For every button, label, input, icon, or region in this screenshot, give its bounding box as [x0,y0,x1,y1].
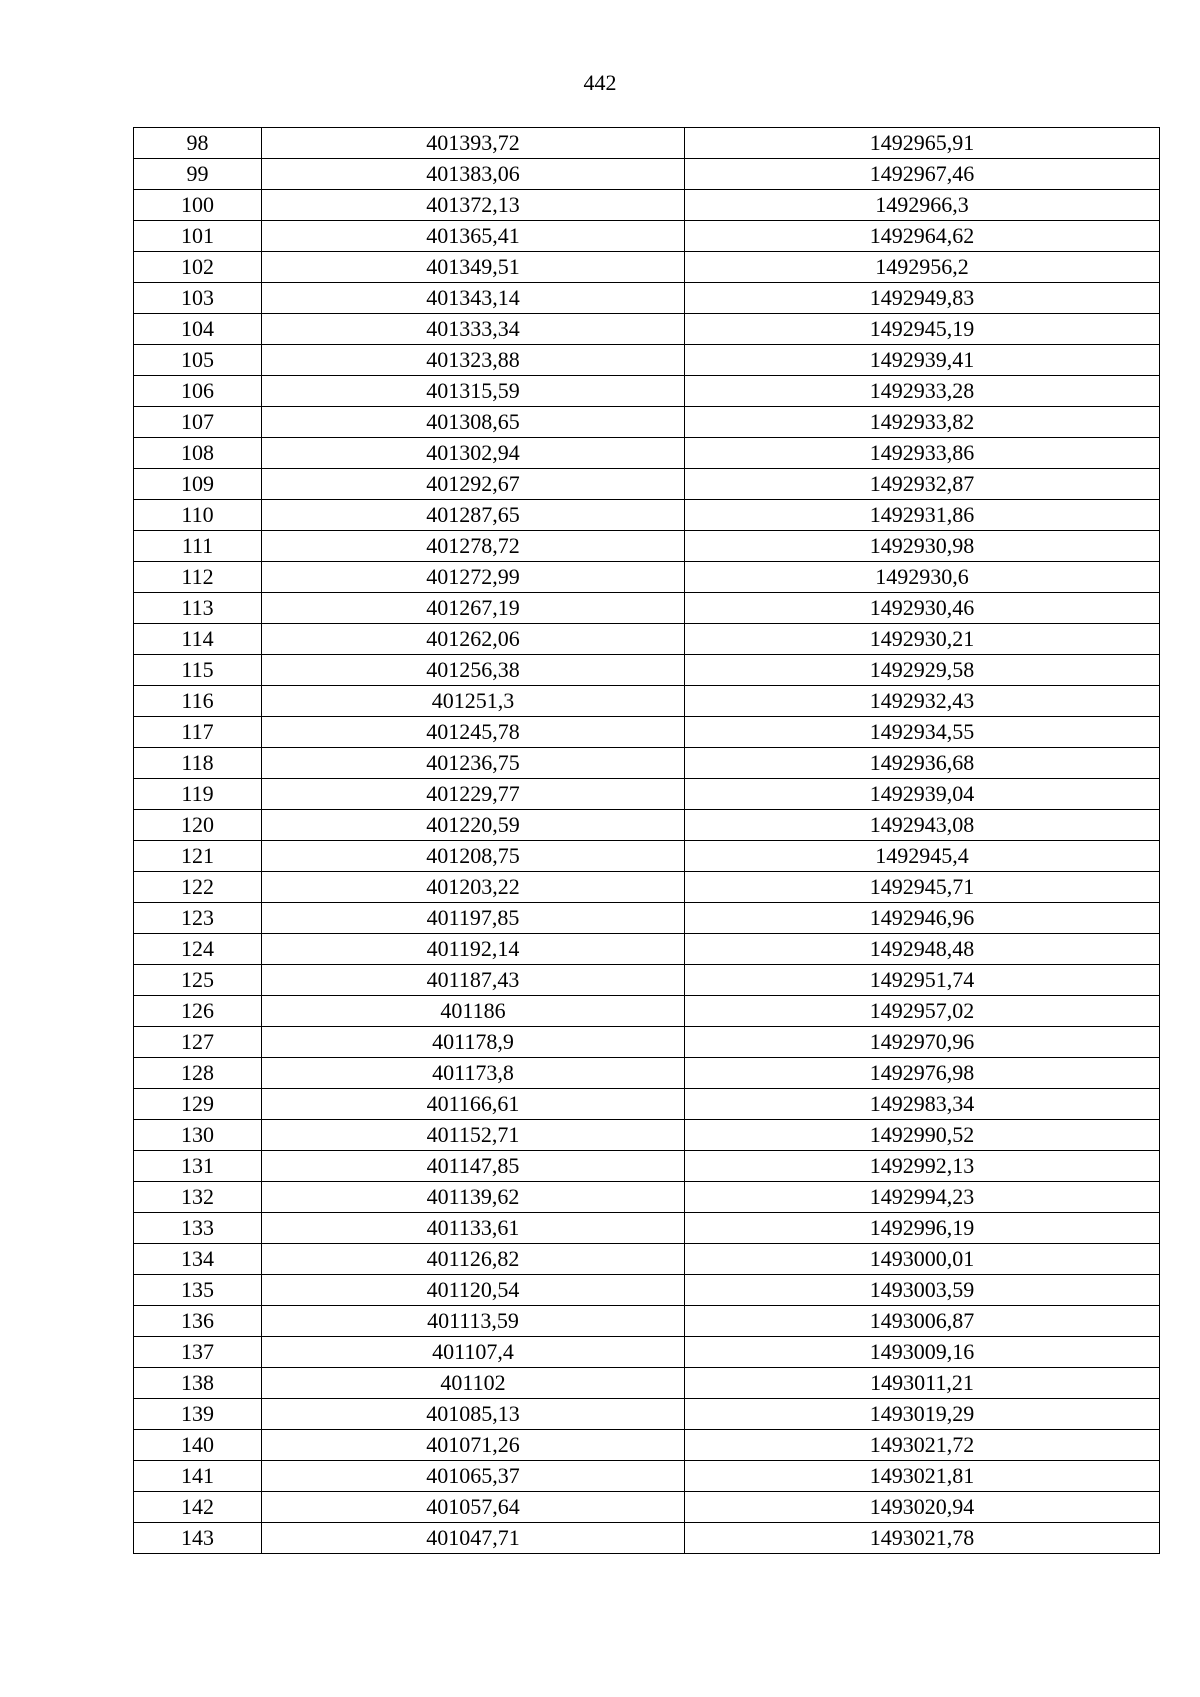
x-coordinate-cell: 401292,67 [262,469,685,500]
table-row [134,1244,1160,1275]
y-coordinate-cell: 1492932,87 [685,469,1160,500]
coordinates-table [133,127,1160,1554]
x-coordinate-cell: 401287,65 [262,500,685,531]
x-coordinate-cell: 401315,59 [262,376,685,407]
point-number-cell: 126 [134,996,262,1027]
y-coordinate-cell: 1493019,29 [685,1399,1160,1430]
y-coordinate-cell: 1493021,81 [685,1461,1160,1492]
y-coordinate-cell: 1492996,19 [685,1213,1160,1244]
table-row [134,128,1160,159]
point-number-cell: 119 [134,779,262,810]
x-coordinate-cell: 401139,62 [262,1182,685,1213]
y-coordinate-cell: 1493009,16 [685,1337,1160,1368]
point-number-cell: 122 [134,872,262,903]
y-coordinate-cell: 1492976,98 [685,1058,1160,1089]
y-coordinate-cell: 1492964,62 [685,221,1160,252]
table-row [134,438,1160,469]
point-number-cell: 128 [134,1058,262,1089]
x-coordinate-cell: 401166,61 [262,1089,685,1120]
table-row [134,1151,1160,1182]
y-coordinate-cell: 1492934,55 [685,717,1160,748]
y-coordinate-cell: 1492990,52 [685,1120,1160,1151]
point-number-cell: 131 [134,1151,262,1182]
y-coordinate-cell: 1492992,13 [685,1151,1160,1182]
y-coordinate-cell: 1492946,96 [685,903,1160,934]
point-number-cell: 120 [134,810,262,841]
y-coordinate-cell: 1492957,02 [685,996,1160,1027]
table-row [134,686,1160,717]
x-coordinate-cell: 401220,59 [262,810,685,841]
point-number-cell: 109 [134,469,262,500]
x-coordinate-cell: 401187,43 [262,965,685,996]
table-row [134,376,1160,407]
table-row [134,1368,1160,1399]
y-coordinate-cell: 1493000,01 [685,1244,1160,1275]
table-row [134,872,1160,903]
y-coordinate-cell: 1492933,82 [685,407,1160,438]
y-coordinate-cell: 1492936,68 [685,748,1160,779]
x-coordinate-cell: 401208,75 [262,841,685,872]
table-row [134,996,1160,1027]
x-coordinate-cell: 401113,59 [262,1306,685,1337]
table-row [134,965,1160,996]
point-number-cell: 135 [134,1275,262,1306]
y-coordinate-cell: 1492943,08 [685,810,1160,841]
table-row [134,1492,1160,1523]
table-row [134,1120,1160,1151]
y-coordinate-cell: 1493006,87 [685,1306,1160,1337]
table-row [134,221,1160,252]
table-row [134,1027,1160,1058]
x-coordinate-cell: 401308,65 [262,407,685,438]
table-row [134,1089,1160,1120]
point-number-cell: 136 [134,1306,262,1337]
point-number-cell: 104 [134,314,262,345]
point-number-cell: 113 [134,593,262,624]
point-number-cell: 105 [134,345,262,376]
y-coordinate-cell: 1492945,71 [685,872,1160,903]
table-row [134,624,1160,655]
point-number-cell: 101 [134,221,262,252]
point-number-cell: 141 [134,1461,262,1492]
y-coordinate-cell: 1493021,78 [685,1523,1160,1554]
point-number-cell: 98 [134,128,262,159]
y-coordinate-cell: 1492983,34 [685,1089,1160,1120]
x-coordinate-cell: 401047,71 [262,1523,685,1554]
x-coordinate-cell: 401173,8 [262,1058,685,1089]
x-coordinate-cell: 401126,82 [262,1244,685,1275]
x-coordinate-cell: 401178,9 [262,1027,685,1058]
table-row [134,314,1160,345]
y-coordinate-cell: 1492929,58 [685,655,1160,686]
x-coordinate-cell: 401203,22 [262,872,685,903]
table-row [134,159,1160,190]
point-number-cell: 134 [134,1244,262,1275]
x-coordinate-cell: 401107,4 [262,1337,685,1368]
point-number-cell: 121 [134,841,262,872]
table-row [134,1399,1160,1430]
table-row [134,531,1160,562]
y-coordinate-cell: 1492970,96 [685,1027,1160,1058]
x-coordinate-cell: 401152,71 [262,1120,685,1151]
x-coordinate-cell: 401262,06 [262,624,685,655]
table-row [134,934,1160,965]
table-row [134,283,1160,314]
point-number-cell: 100 [134,190,262,221]
y-coordinate-cell: 1492939,04 [685,779,1160,810]
x-coordinate-cell: 401147,85 [262,1151,685,1182]
x-coordinate-cell: 401186 [262,996,685,1027]
point-number-cell: 117 [134,717,262,748]
x-coordinate-cell: 401365,41 [262,221,685,252]
point-number-cell: 116 [134,686,262,717]
y-coordinate-cell: 1492994,23 [685,1182,1160,1213]
table-row [134,469,1160,500]
point-number-cell: 110 [134,500,262,531]
x-coordinate-cell: 401057,64 [262,1492,685,1523]
point-number-cell: 124 [134,934,262,965]
x-coordinate-cell: 401323,88 [262,345,685,376]
point-number-cell: 143 [134,1523,262,1554]
y-coordinate-cell: 1493020,94 [685,1492,1160,1523]
x-coordinate-cell: 401272,99 [262,562,685,593]
y-coordinate-cell: 1492945,4 [685,841,1160,872]
x-coordinate-cell: 401383,06 [262,159,685,190]
point-number-cell: 140 [134,1430,262,1461]
point-number-cell: 106 [134,376,262,407]
table-row [134,1337,1160,1368]
table-row [134,810,1160,841]
x-coordinate-cell: 401192,14 [262,934,685,965]
x-coordinate-cell: 401245,78 [262,717,685,748]
table-row [134,717,1160,748]
y-coordinate-cell: 1493003,59 [685,1275,1160,1306]
x-coordinate-cell: 401102 [262,1368,685,1399]
x-coordinate-cell: 401343,14 [262,283,685,314]
y-coordinate-cell: 1492966,3 [685,190,1160,221]
table-row [134,1182,1160,1213]
y-coordinate-cell: 1492945,19 [685,314,1160,345]
table-row [134,779,1160,810]
point-number-cell: 99 [134,159,262,190]
point-number-cell: 138 [134,1368,262,1399]
point-number-cell: 130 [134,1120,262,1151]
table-row [134,748,1160,779]
y-coordinate-cell: 1492948,48 [685,934,1160,965]
table-row [134,841,1160,872]
y-coordinate-cell: 1492931,86 [685,500,1160,531]
table-row [134,500,1160,531]
x-coordinate-cell: 401085,13 [262,1399,685,1430]
point-number-cell: 123 [134,903,262,934]
y-coordinate-cell: 1492939,41 [685,345,1160,376]
x-coordinate-cell: 401302,94 [262,438,685,469]
point-number-cell: 115 [134,655,262,686]
point-number-cell: 137 [134,1337,262,1368]
point-number-cell: 107 [134,407,262,438]
point-number-cell: 102 [134,252,262,283]
x-coordinate-cell: 401256,38 [262,655,685,686]
point-number-cell: 118 [134,748,262,779]
table-row [134,1306,1160,1337]
point-number-cell: 127 [134,1027,262,1058]
y-coordinate-cell: 1493021,72 [685,1430,1160,1461]
y-coordinate-cell: 1492930,98 [685,531,1160,562]
table-row [134,1523,1160,1554]
x-coordinate-cell: 401349,51 [262,252,685,283]
table-row [134,1461,1160,1492]
x-coordinate-cell: 401229,77 [262,779,685,810]
point-number-cell: 139 [134,1399,262,1430]
y-coordinate-cell: 1492933,86 [685,438,1160,469]
point-number-cell: 133 [134,1213,262,1244]
y-coordinate-cell: 1492965,91 [685,128,1160,159]
x-coordinate-cell: 401236,75 [262,748,685,779]
x-coordinate-cell: 401133,61 [262,1213,685,1244]
table-row [134,1430,1160,1461]
point-number-cell: 114 [134,624,262,655]
table-row [134,1275,1160,1306]
x-coordinate-cell: 401065,37 [262,1461,685,1492]
point-number-cell: 132 [134,1182,262,1213]
y-coordinate-cell: 1492930,21 [685,624,1160,655]
x-coordinate-cell: 401251,3 [262,686,685,717]
table-row [134,1058,1160,1089]
y-coordinate-cell: 1492930,6 [685,562,1160,593]
point-number-cell: 103 [134,283,262,314]
x-coordinate-cell: 401278,72 [262,531,685,562]
x-coordinate-cell: 401393,72 [262,128,685,159]
point-number-cell: 129 [134,1089,262,1120]
y-coordinate-cell: 1492930,46 [685,593,1160,624]
table-row [134,903,1160,934]
y-coordinate-cell: 1492956,2 [685,252,1160,283]
coordinates-table-body [134,128,1160,1554]
point-number-cell: 142 [134,1492,262,1523]
page-number: 442 [583,70,617,95]
table-row [134,1213,1160,1244]
x-coordinate-cell: 401267,19 [262,593,685,624]
y-coordinate-cell: 1492951,74 [685,965,1160,996]
y-coordinate-cell: 1492933,28 [685,376,1160,407]
x-coordinate-cell: 401120,54 [262,1275,685,1306]
point-number-cell: 125 [134,965,262,996]
x-coordinate-cell: 401071,26 [262,1430,685,1461]
table-row [134,593,1160,624]
y-coordinate-cell: 1492967,46 [685,159,1160,190]
y-coordinate-cell: 1493011,21 [685,1368,1160,1399]
point-number-cell: 108 [134,438,262,469]
x-coordinate-cell: 401197,85 [262,903,685,934]
point-number-cell: 112 [134,562,262,593]
x-coordinate-cell: 401333,34 [262,314,685,345]
point-number-cell: 111 [134,531,262,562]
x-coordinate-cell: 401372,13 [262,190,685,221]
table-row [134,407,1160,438]
y-coordinate-cell: 1492932,43 [685,686,1160,717]
table-row [134,655,1160,686]
y-coordinate-cell: 1492949,83 [685,283,1160,314]
table-row [134,345,1160,376]
table-row [134,562,1160,593]
table-row [134,190,1160,221]
table-row [134,252,1160,283]
